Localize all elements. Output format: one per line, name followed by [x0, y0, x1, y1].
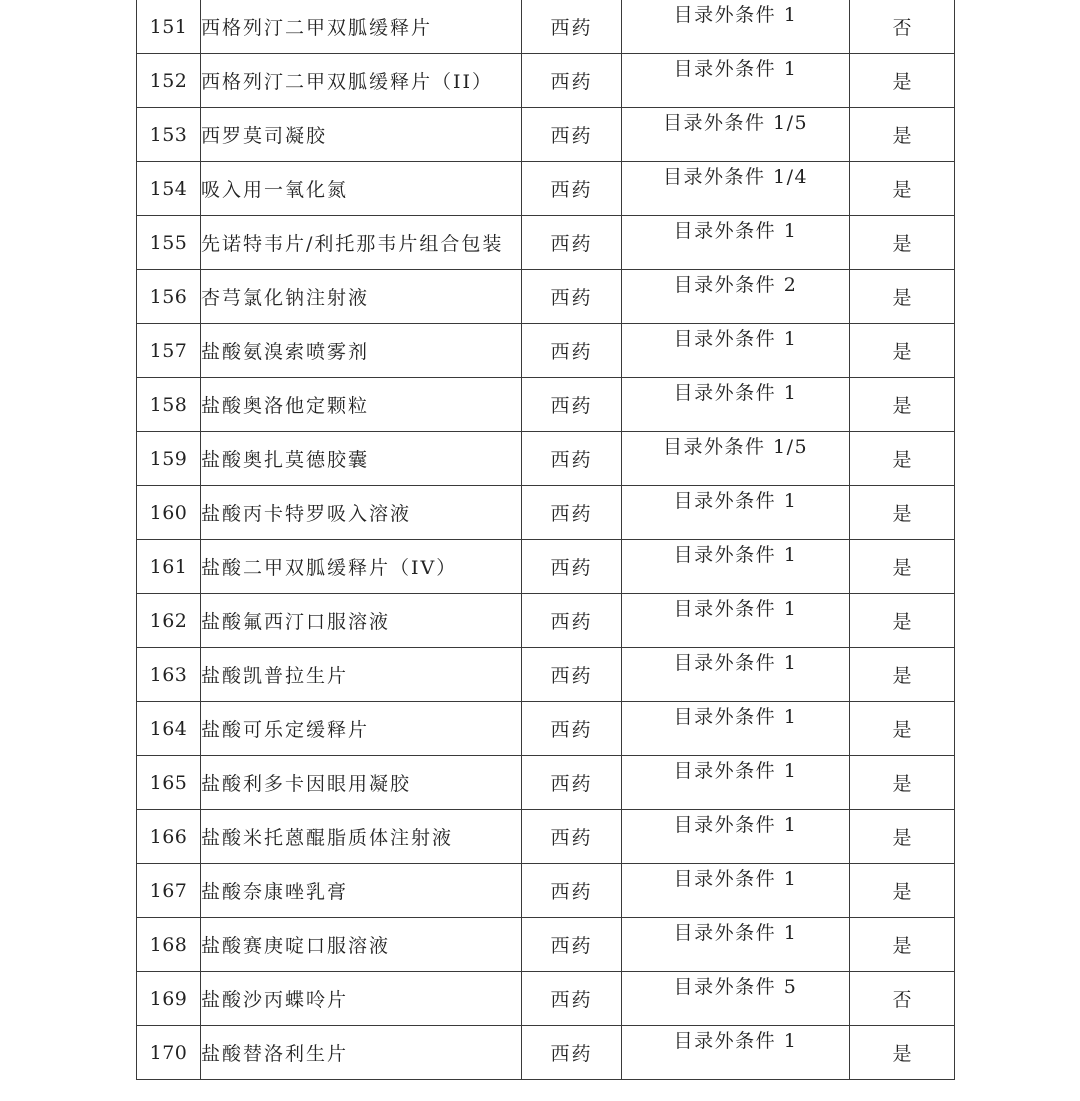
- yes-no-flag: 是: [850, 216, 955, 270]
- drug-type: 西药: [522, 864, 622, 918]
- row-number: 165: [137, 756, 201, 810]
- drug-name: 吸入用一氧化氮: [201, 162, 522, 216]
- table-body: [137, 0, 955, 1080]
- catalog-condition: 目录外条件 1: [622, 594, 850, 648]
- catalog-condition: 目录外条件 1: [622, 324, 850, 378]
- table-row: [137, 270, 955, 324]
- row-number: 153: [137, 108, 201, 162]
- row-number: 157: [137, 324, 201, 378]
- drug-type: 西药: [522, 432, 622, 486]
- catalog-condition: 目录外条件 1: [622, 216, 850, 270]
- row-number: 151: [137, 0, 201, 54]
- row-number: 154: [137, 162, 201, 216]
- row-number: 163: [137, 648, 201, 702]
- catalog-condition: 目录外条件 1: [622, 54, 850, 108]
- table-row: [137, 594, 955, 648]
- catalog-condition: 目录外条件 1/4: [622, 162, 850, 216]
- drug-name: 盐酸米托蒽醌脂质体注射液: [201, 810, 522, 864]
- drug-name: 盐酸可乐定缓释片: [201, 702, 522, 756]
- yes-no-flag: 否: [850, 972, 955, 1026]
- drug-name: 先诺特韦片/利托那韦片组合包装: [201, 216, 522, 270]
- table-row: [137, 810, 955, 864]
- table-row: [137, 864, 955, 918]
- drug-name: 盐酸丙卡特罗吸入溶液: [201, 486, 522, 540]
- drug-name: 盐酸奥扎莫德胶囊: [201, 432, 522, 486]
- table-row: [137, 1026, 955, 1080]
- drug-type: 西药: [522, 594, 622, 648]
- table-row: [137, 216, 955, 270]
- yes-no-flag: 是: [850, 594, 955, 648]
- yes-no-flag: 是: [850, 486, 955, 540]
- drug-name: 西格列汀二甲双胍缓释片: [201, 0, 522, 54]
- catalog-condition: 目录外条件 2: [622, 270, 850, 324]
- catalog-condition: 目录外条件 1: [622, 864, 850, 918]
- catalog-condition: 目录外条件 1/5: [622, 108, 850, 162]
- catalog-condition: 目录外条件 1: [622, 702, 850, 756]
- yes-no-flag: 是: [850, 162, 955, 216]
- drug-name: 盐酸奈康唑乳膏: [201, 864, 522, 918]
- yes-no-flag: 是: [850, 756, 955, 810]
- drug-type: 西药: [522, 648, 622, 702]
- catalog-condition: 目录外条件 1: [622, 0, 850, 54]
- yes-no-flag: 是: [850, 108, 955, 162]
- table-row: [137, 702, 955, 756]
- yes-no-flag: 是: [850, 810, 955, 864]
- catalog-condition: 目录外条件 5: [622, 972, 850, 1026]
- row-number: 152: [137, 54, 201, 108]
- table-row: [137, 972, 955, 1026]
- drug-name: 盐酸氟西汀口服溶液: [201, 594, 522, 648]
- row-number: 155: [137, 216, 201, 270]
- yes-no-flag: 是: [850, 864, 955, 918]
- table-row: [137, 432, 955, 486]
- table-row: [137, 918, 955, 972]
- table-row: [137, 324, 955, 378]
- catalog-condition: 目录外条件 1: [622, 486, 850, 540]
- drug-name: 盐酸利多卡因眼用凝胶: [201, 756, 522, 810]
- drug-type: 西药: [522, 702, 622, 756]
- catalog-condition: 目录外条件 1: [622, 810, 850, 864]
- yes-no-flag: 是: [850, 270, 955, 324]
- drug-name: 西罗莫司凝胶: [201, 108, 522, 162]
- drug-name: 盐酸二甲双胍缓释片（IV）: [201, 540, 522, 594]
- catalog-condition: 目录外条件 1/5: [622, 432, 850, 486]
- yes-no-flag: 是: [850, 648, 955, 702]
- table-row: [137, 540, 955, 594]
- table-row: [137, 756, 955, 810]
- row-number: 162: [137, 594, 201, 648]
- drug-name: 盐酸赛庚啶口服溶液: [201, 918, 522, 972]
- drug-type: 西药: [522, 108, 622, 162]
- catalog-condition: 目录外条件 1: [622, 1026, 850, 1080]
- drug-type: 西药: [522, 324, 622, 378]
- yes-no-flag: 是: [850, 540, 955, 594]
- drug-name: 西格列汀二甲双胍缓释片（II）: [201, 54, 522, 108]
- row-number: 167: [137, 864, 201, 918]
- row-number: 170: [137, 1026, 201, 1080]
- drug-type: 西药: [522, 972, 622, 1026]
- yes-no-flag: 是: [850, 1026, 955, 1080]
- catalog-condition: 目录外条件 1: [622, 540, 850, 594]
- table-row: [137, 378, 955, 432]
- drug-name: 盐酸氨溴索喷雾剂: [201, 324, 522, 378]
- drug-type: 西药: [522, 810, 622, 864]
- drug-type: 西药: [522, 1026, 622, 1080]
- table-row: [137, 648, 955, 702]
- yes-no-flag: 是: [850, 324, 955, 378]
- drug-type: 西药: [522, 54, 622, 108]
- catalog-condition: 目录外条件 1: [622, 756, 850, 810]
- row-number: 164: [137, 702, 201, 756]
- yes-no-flag: 是: [850, 918, 955, 972]
- catalog-condition: 目录外条件 1: [622, 918, 850, 972]
- row-number: 160: [137, 486, 201, 540]
- drug-type: 西药: [522, 216, 622, 270]
- drug-type: 西药: [522, 486, 622, 540]
- yes-no-flag: 是: [850, 702, 955, 756]
- row-number: 168: [137, 918, 201, 972]
- drug-type: 西药: [522, 918, 622, 972]
- drug-catalog-table: [136, 0, 955, 1080]
- row-number: 158: [137, 378, 201, 432]
- row-number: 161: [137, 540, 201, 594]
- table-row: [137, 486, 955, 540]
- drug-name: 盐酸奥洛他定颗粒: [201, 378, 522, 432]
- row-number: 166: [137, 810, 201, 864]
- yes-no-flag: 是: [850, 432, 955, 486]
- row-number: 159: [137, 432, 201, 486]
- drug-type: 西药: [522, 0, 622, 54]
- table-row: [137, 162, 955, 216]
- yes-no-flag: 是: [850, 378, 955, 432]
- catalog-condition: 目录外条件 1: [622, 648, 850, 702]
- drug-type: 西药: [522, 270, 622, 324]
- table-row: [137, 108, 955, 162]
- drug-name: 盐酸替洛利生片: [201, 1026, 522, 1080]
- drug-type: 西药: [522, 378, 622, 432]
- drug-name: 杏芎氯化钠注射液: [201, 270, 522, 324]
- drug-type: 西药: [522, 756, 622, 810]
- row-number: 156: [137, 270, 201, 324]
- row-number: 169: [137, 972, 201, 1026]
- table-row: [137, 54, 955, 108]
- drug-name: 盐酸沙丙蝶呤片: [201, 972, 522, 1026]
- table-row: [137, 0, 955, 54]
- drug-type: 西药: [522, 162, 622, 216]
- catalog-condition: 目录外条件 1: [622, 378, 850, 432]
- drug-type: 西药: [522, 540, 622, 594]
- yes-no-flag: 否: [850, 0, 955, 54]
- drug-name: 盐酸凯普拉生片: [201, 648, 522, 702]
- yes-no-flag: 是: [850, 54, 955, 108]
